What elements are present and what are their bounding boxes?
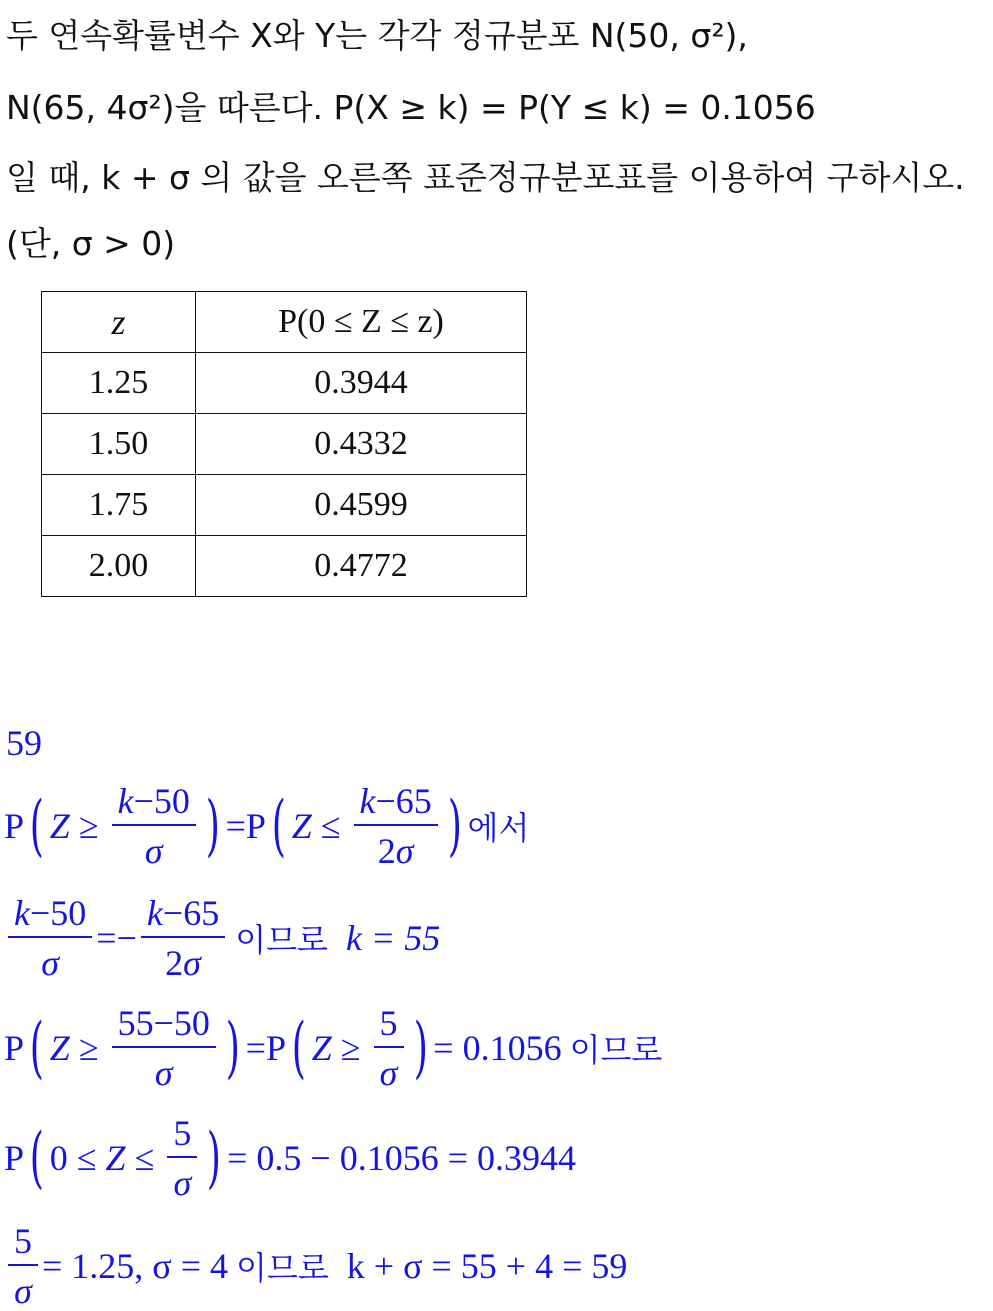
table-row (42, 536, 527, 597)
table-cell: 1.75 (42, 475, 196, 536)
step-1-label: 에서 (467, 809, 530, 847)
solution-step-2: $\frac{k-50}{\sigma}$ =− $\frac{k-65}{2\sigma}$ 이므로 k = 55 (4, 894, 440, 982)
fraction: $\frac{5}{\sigma}$ (374, 1004, 404, 1092)
table-cell: 0.4772 (196, 536, 527, 597)
step-5-result: k + σ = 55 + 4 = 59 (346, 1246, 628, 1286)
table-header-z: z (42, 292, 196, 353)
table-cell: 0.3944 (196, 353, 527, 414)
solution-step-3: P ( Z ≥ $\frac{55-50}{\sigma}$ ) =P ( Z ≥ $\frac{5}{\sigma}$ ) = 0.1056 이므로 (4, 1003, 663, 1093)
problem-line-1-text: 두 연속확률변수 X와 Y는 각각 정규분포 N(50, σ²), (6, 16, 748, 55)
problem-line-3 (6, 158, 965, 198)
fraction: $\frac{k-65}{2\sigma}$ (141, 894, 225, 982)
problem-line-3-text: 일 때, k + σ 의 값을 오른쪽 표준정규분포표를 이용하여 구하시오. (6, 158, 965, 197)
step-2-label: 이므로 (235, 921, 328, 959)
problem-line-1 (6, 16, 748, 56)
problem-line-4 (6, 224, 175, 264)
step-2-result: k = 55 (345, 918, 441, 958)
solution-answer (6, 722, 42, 764)
step-3-label: 이므로 (569, 1031, 663, 1069)
table-cell: 0.4332 (196, 414, 527, 475)
fraction: $\frac{k-50}{\sigma}$ (8, 894, 92, 982)
problem-line-4-text: (단, σ > 0) (6, 224, 176, 263)
fraction: $\frac{5}{\sigma}$ (167, 1114, 197, 1202)
fraction: $\frac{55-50}{\sigma}$ (112, 1004, 216, 1092)
solution-step-4: P ( 0 ≤ Z ≤ $\frac{5}{\sigma}$ ) = 0.5 − 0.1056 = 0.3944 (4, 1113, 577, 1203)
step-5-eq: = 1.25, σ = 4 (42, 1246, 229, 1286)
step-4-result: = 0.5 − 0.1056 = 0.3944 (227, 1138, 577, 1178)
table-header-prob: P(0 ≤ Z ≤ z) (196, 292, 527, 353)
step-3-result: = 0.1056 (433, 1028, 562, 1068)
table-cell: 2.00 (42, 536, 196, 597)
table-row (42, 353, 527, 414)
problem-line-2-text: N(65, 4σ²)을 따른다. P(X ≥ k) = P(Y ≤ k) = 0.1056 (6, 88, 816, 127)
fraction: $\frac{5}{\sigma}$ (8, 1222, 38, 1310)
solution-step-1: P ( Z ≥ $\frac{k-50}{\sigma}$ ) =P ( Z ≤ $\frac{k-65}{2\sigma}$ ) 에서 (4, 781, 530, 871)
table-header-row (42, 292, 527, 353)
solution-step-5 (4, 1222, 627, 1310)
fraction: $\frac{k-65}{2\sigma}$ (354, 782, 438, 870)
table-cell: 0.4599 (196, 475, 527, 536)
table-cell: 1.25 (42, 353, 196, 414)
fraction: $\frac{k-50}{\sigma}$ (112, 782, 196, 870)
table-cell: 1.50 (42, 414, 196, 475)
table-row (42, 414, 527, 475)
problem-line-2 (6, 88, 816, 128)
standard-normal-table (41, 291, 527, 597)
step-5-label: 이므로 (236, 1249, 329, 1287)
answer-value: 59 (6, 723, 42, 763)
table-row (42, 475, 527, 536)
